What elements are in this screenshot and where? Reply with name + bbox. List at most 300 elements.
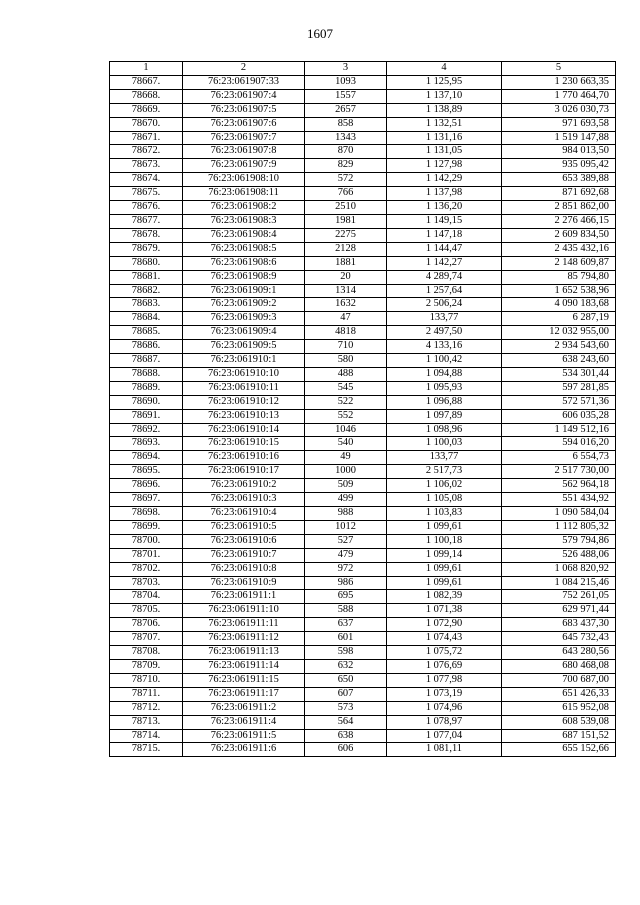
cadastral-value-cell: 629 971,44 bbox=[502, 604, 616, 618]
cadastral-value-cell: 551 434,92 bbox=[502, 493, 616, 507]
table-row bbox=[110, 354, 616, 368]
area-cell: 522 bbox=[305, 395, 387, 409]
specific-value-cell: 4 133,16 bbox=[387, 340, 502, 354]
cadastral-value-cell: 85 794,80 bbox=[502, 270, 616, 284]
cadastral-number-cell: 76:23:061908:6 bbox=[183, 256, 305, 270]
header-row bbox=[110, 62, 616, 76]
cadastral-number-cell: 76:23:061909:5 bbox=[183, 340, 305, 354]
cadastral-number-cell: 76:23:061910:16 bbox=[183, 451, 305, 465]
cadastral-value-cell: 6 554,73 bbox=[502, 451, 616, 465]
area-cell: 488 bbox=[305, 367, 387, 381]
cadastral-value-cell: 3 026 030,73 bbox=[502, 103, 616, 117]
area-cell: 1981 bbox=[305, 214, 387, 228]
specific-value-cell: 2 517,73 bbox=[387, 465, 502, 479]
area-cell: 49 bbox=[305, 451, 387, 465]
cadastral-number-cell: 76:23:061909:3 bbox=[183, 312, 305, 326]
specific-value-cell: 4 289,74 bbox=[387, 270, 502, 284]
row-number-cell: 78684. bbox=[110, 312, 183, 326]
table-row bbox=[110, 326, 616, 340]
cadastral-value-cell: 1 149 512,16 bbox=[502, 423, 616, 437]
cadastral-value-cell: 1 770 464,70 bbox=[502, 89, 616, 103]
table-row bbox=[110, 493, 616, 507]
cadastral-number-cell: 76:23:061911:13 bbox=[183, 646, 305, 660]
area-cell: 1093 bbox=[305, 75, 387, 89]
specific-value-cell: 1 127,98 bbox=[387, 159, 502, 173]
row-number-cell: 78682. bbox=[110, 284, 183, 298]
specific-value-cell: 1 076,69 bbox=[387, 659, 502, 673]
table-row bbox=[110, 214, 616, 228]
specific-value-cell: 1 125,95 bbox=[387, 75, 502, 89]
cadastral-number-cell: 76:23:061908:5 bbox=[183, 242, 305, 256]
cadastral-value-cell: 606 035,28 bbox=[502, 409, 616, 423]
cadastral-number-cell: 76:23:061911:6 bbox=[183, 743, 305, 757]
table-row bbox=[110, 256, 616, 270]
cadastral-number-cell: 76:23:061909:1 bbox=[183, 284, 305, 298]
cadastral-number-cell: 76:23:061911:4 bbox=[183, 715, 305, 729]
cadastral-value-cell: 2 276 466,15 bbox=[502, 214, 616, 228]
area-cell: 695 bbox=[305, 590, 387, 604]
area-cell: 766 bbox=[305, 187, 387, 201]
area-cell: 499 bbox=[305, 493, 387, 507]
table-row bbox=[110, 159, 616, 173]
area-cell: 650 bbox=[305, 673, 387, 687]
cadastral-value-cell: 752 261,05 bbox=[502, 590, 616, 604]
cadastral-value-cell: 6 287,19 bbox=[502, 312, 616, 326]
row-number-cell: 78685. bbox=[110, 326, 183, 340]
cadastral-value-cell: 1 519 147,88 bbox=[502, 131, 616, 145]
table-row bbox=[110, 340, 616, 354]
area-cell: 637 bbox=[305, 618, 387, 632]
table-row bbox=[110, 381, 616, 395]
specific-value-cell: 1 144,47 bbox=[387, 242, 502, 256]
area-cell: 573 bbox=[305, 701, 387, 715]
row-number-cell: 78708. bbox=[110, 646, 183, 660]
cadastral-number-cell: 76:23:061908:10 bbox=[183, 173, 305, 187]
row-number-cell: 78714. bbox=[110, 729, 183, 743]
specific-value-cell: 1 103,83 bbox=[387, 507, 502, 521]
cadastral-number-cell: 76:23:061910:14 bbox=[183, 423, 305, 437]
table-row bbox=[110, 520, 616, 534]
cadastral-number-cell: 76:23:061911:10 bbox=[183, 604, 305, 618]
table-row bbox=[110, 242, 616, 256]
area-cell: 1046 bbox=[305, 423, 387, 437]
cadastral-value-cell: 1 084 215,46 bbox=[502, 576, 616, 590]
specific-value-cell: 1 100,03 bbox=[387, 437, 502, 451]
specific-value-cell: 1 149,15 bbox=[387, 214, 502, 228]
cadastral-value-table bbox=[109, 61, 616, 757]
specific-value-cell: 1 147,18 bbox=[387, 228, 502, 242]
area-cell: 1881 bbox=[305, 256, 387, 270]
area-cell: 1314 bbox=[305, 284, 387, 298]
specific-value-cell: 1 257,64 bbox=[387, 284, 502, 298]
row-number-cell: 78680. bbox=[110, 256, 183, 270]
row-number-cell: 78701. bbox=[110, 548, 183, 562]
table-row bbox=[110, 173, 616, 187]
row-number-cell: 78711. bbox=[110, 687, 183, 701]
row-number-cell: 78689. bbox=[110, 381, 183, 395]
area-cell: 588 bbox=[305, 604, 387, 618]
table-row bbox=[110, 715, 616, 729]
column-header-4: 4 bbox=[387, 62, 502, 76]
row-number-cell: 78681. bbox=[110, 270, 183, 284]
cadastral-value-cell: 984 013,50 bbox=[502, 145, 616, 159]
table-row bbox=[110, 89, 616, 103]
cadastral-value-cell: 562 964,18 bbox=[502, 479, 616, 493]
specific-value-cell: 1 078,97 bbox=[387, 715, 502, 729]
cadastral-number-cell: 76:23:061908:11 bbox=[183, 187, 305, 201]
specific-value-cell: 1 074,96 bbox=[387, 701, 502, 715]
specific-value-cell: 1 137,98 bbox=[387, 187, 502, 201]
cadastral-value-cell: 12 032 955,00 bbox=[502, 326, 616, 340]
specific-value-cell: 133,77 bbox=[387, 312, 502, 326]
area-cell: 564 bbox=[305, 715, 387, 729]
row-number-cell: 78691. bbox=[110, 409, 183, 423]
cadastral-number-cell: 76:23:061910:15 bbox=[183, 437, 305, 451]
specific-value-cell: 1 099,61 bbox=[387, 576, 502, 590]
column-header-3: 3 bbox=[305, 62, 387, 76]
row-number-cell: 78709. bbox=[110, 659, 183, 673]
table-row bbox=[110, 131, 616, 145]
cadastral-value-cell: 615 952,08 bbox=[502, 701, 616, 715]
row-number-cell: 78699. bbox=[110, 520, 183, 534]
row-number-cell: 78687. bbox=[110, 354, 183, 368]
table-row bbox=[110, 729, 616, 743]
table-row bbox=[110, 187, 616, 201]
cadastral-number-cell: 76:23:061907:4 bbox=[183, 89, 305, 103]
cadastral-number-cell: 76:23:061911:12 bbox=[183, 632, 305, 646]
cadastral-value-cell: 572 571,36 bbox=[502, 395, 616, 409]
table-row bbox=[110, 673, 616, 687]
cadastral-number-cell: 76:23:061911:2 bbox=[183, 701, 305, 715]
row-number-cell: 78671. bbox=[110, 131, 183, 145]
table-row bbox=[110, 103, 616, 117]
column-header-2: 2 bbox=[183, 62, 305, 76]
area-cell: 607 bbox=[305, 687, 387, 701]
table-row bbox=[110, 312, 616, 326]
table-row bbox=[110, 367, 616, 381]
area-cell: 552 bbox=[305, 409, 387, 423]
cadastral-number-cell: 76:23:061911:5 bbox=[183, 729, 305, 743]
area-cell: 2275 bbox=[305, 228, 387, 242]
table-row bbox=[110, 632, 616, 646]
cadastral-value-cell: 608 539,08 bbox=[502, 715, 616, 729]
specific-value-cell: 1 106,02 bbox=[387, 479, 502, 493]
row-number-cell: 78668. bbox=[110, 89, 183, 103]
area-cell: 606 bbox=[305, 743, 387, 757]
table-row bbox=[110, 507, 616, 521]
row-number-cell: 78669. bbox=[110, 103, 183, 117]
cadastral-value-cell: 651 426,33 bbox=[502, 687, 616, 701]
table-row bbox=[110, 423, 616, 437]
specific-value-cell: 1 099,61 bbox=[387, 562, 502, 576]
specific-value-cell: 2 497,50 bbox=[387, 326, 502, 340]
cadastral-number-cell: 76:23:061910:17 bbox=[183, 465, 305, 479]
row-number-cell: 78712. bbox=[110, 701, 183, 715]
cadastral-number-cell: 76:23:061910:1 bbox=[183, 354, 305, 368]
cadastral-value-cell: 1 090 584,04 bbox=[502, 507, 616, 521]
specific-value-cell: 1 098,96 bbox=[387, 423, 502, 437]
cadastral-number-cell: 76:23:061908:9 bbox=[183, 270, 305, 284]
row-number-cell: 78697. bbox=[110, 493, 183, 507]
specific-value-cell: 1 073,19 bbox=[387, 687, 502, 701]
specific-value-cell: 1 132,51 bbox=[387, 117, 502, 131]
cadastral-number-cell: 76:23:061910:7 bbox=[183, 548, 305, 562]
row-number-cell: 78715. bbox=[110, 743, 183, 757]
row-number-cell: 78679. bbox=[110, 242, 183, 256]
specific-value-cell: 1 100,18 bbox=[387, 534, 502, 548]
table-row bbox=[110, 437, 616, 451]
row-number-cell: 78676. bbox=[110, 201, 183, 215]
cadastral-value-cell: 4 090 183,68 bbox=[502, 298, 616, 312]
row-number-cell: 78674. bbox=[110, 173, 183, 187]
cadastral-number-cell: 76:23:061911:17 bbox=[183, 687, 305, 701]
specific-value-cell: 1 094,88 bbox=[387, 367, 502, 381]
specific-value-cell: 1 096,88 bbox=[387, 395, 502, 409]
table-row bbox=[110, 618, 616, 632]
table-row bbox=[110, 451, 616, 465]
area-cell: 479 bbox=[305, 548, 387, 562]
area-cell: 710 bbox=[305, 340, 387, 354]
area-cell: 870 bbox=[305, 145, 387, 159]
specific-value-cell: 1 097,89 bbox=[387, 409, 502, 423]
specific-value-cell: 133,77 bbox=[387, 451, 502, 465]
cadastral-number-cell: 76:23:061910:9 bbox=[183, 576, 305, 590]
row-number-cell: 78673. bbox=[110, 159, 183, 173]
area-cell: 545 bbox=[305, 381, 387, 395]
cadastral-value-cell: 2 435 432,16 bbox=[502, 242, 616, 256]
specific-value-cell: 1 095,93 bbox=[387, 381, 502, 395]
cadastral-number-cell: 76:23:061907:5 bbox=[183, 103, 305, 117]
table-row bbox=[110, 590, 616, 604]
cadastral-value-cell: 2 609 834,50 bbox=[502, 228, 616, 242]
area-cell: 1000 bbox=[305, 465, 387, 479]
cadastral-value-cell: 2 934 543,60 bbox=[502, 340, 616, 354]
row-number-cell: 78670. bbox=[110, 117, 183, 131]
specific-value-cell: 1 077,04 bbox=[387, 729, 502, 743]
cadastral-value-cell: 638 243,60 bbox=[502, 354, 616, 368]
row-number-cell: 78696. bbox=[110, 479, 183, 493]
cadastral-number-cell: 76:23:061908:4 bbox=[183, 228, 305, 242]
specific-value-cell: 1 105,08 bbox=[387, 493, 502, 507]
table-row bbox=[110, 687, 616, 701]
cadastral-number-cell: 76:23:061910:3 bbox=[183, 493, 305, 507]
row-number-cell: 78713. bbox=[110, 715, 183, 729]
area-cell: 1012 bbox=[305, 520, 387, 534]
row-number-cell: 78672. bbox=[110, 145, 183, 159]
cadastral-number-cell: 76:23:061910:2 bbox=[183, 479, 305, 493]
row-number-cell: 78698. bbox=[110, 507, 183, 521]
cadastral-number-cell: 76:23:061908:2 bbox=[183, 201, 305, 215]
table-row bbox=[110, 270, 616, 284]
specific-value-cell: 1 099,14 bbox=[387, 548, 502, 562]
area-cell: 509 bbox=[305, 479, 387, 493]
area-cell: 638 bbox=[305, 729, 387, 743]
cadastral-number-cell: 76:23:061907:33 bbox=[183, 75, 305, 89]
cadastral-number-cell: 76:23:061910:5 bbox=[183, 520, 305, 534]
specific-value-cell: 1 131,05 bbox=[387, 145, 502, 159]
cadastral-value-cell: 655 152,66 bbox=[502, 743, 616, 757]
row-number-cell: 78702. bbox=[110, 562, 183, 576]
cadastral-value-cell: 579 794,86 bbox=[502, 534, 616, 548]
area-cell: 580 bbox=[305, 354, 387, 368]
cadastral-value-cell: 1 230 663,35 bbox=[502, 75, 616, 89]
area-cell: 4818 bbox=[305, 326, 387, 340]
cadastral-value-cell: 653 389,88 bbox=[502, 173, 616, 187]
row-number-cell: 78667. bbox=[110, 75, 183, 89]
cadastral-number-cell: 76:23:061910:8 bbox=[183, 562, 305, 576]
area-cell: 2128 bbox=[305, 242, 387, 256]
row-number-cell: 78694. bbox=[110, 451, 183, 465]
table-row bbox=[110, 117, 616, 131]
area-cell: 47 bbox=[305, 312, 387, 326]
specific-value-cell: 1 075,72 bbox=[387, 646, 502, 660]
table-row bbox=[110, 395, 616, 409]
specific-value-cell: 1 071,38 bbox=[387, 604, 502, 618]
row-number-cell: 78710. bbox=[110, 673, 183, 687]
area-cell: 527 bbox=[305, 534, 387, 548]
table-row bbox=[110, 201, 616, 215]
cadastral-value-cell: 680 468,08 bbox=[502, 659, 616, 673]
table-row bbox=[110, 284, 616, 298]
area-cell: 601 bbox=[305, 632, 387, 646]
cadastral-number-cell: 76:23:061911:1 bbox=[183, 590, 305, 604]
specific-value-cell: 1 074,43 bbox=[387, 632, 502, 646]
table-row bbox=[110, 659, 616, 673]
cadastral-value-cell: 871 692,68 bbox=[502, 187, 616, 201]
cadastral-number-cell: 76:23:061911:14 bbox=[183, 659, 305, 673]
area-cell: 540 bbox=[305, 437, 387, 451]
table-row bbox=[110, 479, 616, 493]
specific-value-cell: 1 136,20 bbox=[387, 201, 502, 215]
table-row bbox=[110, 646, 616, 660]
cadastral-number-cell: 76:23:061908:3 bbox=[183, 214, 305, 228]
specific-value-cell: 1 100,42 bbox=[387, 354, 502, 368]
area-cell: 572 bbox=[305, 173, 387, 187]
row-number-cell: 78700. bbox=[110, 534, 183, 548]
area-cell: 1632 bbox=[305, 298, 387, 312]
cadastral-number-cell: 76:23:061907:6 bbox=[183, 117, 305, 131]
cadastral-value-cell: 643 280,56 bbox=[502, 646, 616, 660]
area-cell: 632 bbox=[305, 659, 387, 673]
cadastral-value-cell: 2 851 862,00 bbox=[502, 201, 616, 215]
row-number-cell: 78688. bbox=[110, 367, 183, 381]
table-body bbox=[110, 75, 616, 756]
specific-value-cell: 1 142,29 bbox=[387, 173, 502, 187]
cadastral-value-cell: 683 437,30 bbox=[502, 618, 616, 632]
table-row bbox=[110, 228, 616, 242]
area-cell: 972 bbox=[305, 562, 387, 576]
cadastral-number-cell: 76:23:061910:6 bbox=[183, 534, 305, 548]
cadastral-number-cell: 76:23:061907:9 bbox=[183, 159, 305, 173]
row-number-cell: 78692. bbox=[110, 423, 183, 437]
table-row bbox=[110, 465, 616, 479]
specific-value-cell: 1 082,39 bbox=[387, 590, 502, 604]
specific-value-cell: 2 506,24 bbox=[387, 298, 502, 312]
cadastral-value-cell: 971 693,58 bbox=[502, 117, 616, 131]
area-cell: 1343 bbox=[305, 131, 387, 145]
cadastral-value-cell: 1 652 538,96 bbox=[502, 284, 616, 298]
area-cell: 598 bbox=[305, 646, 387, 660]
table-row bbox=[110, 534, 616, 548]
specific-value-cell: 1 142,27 bbox=[387, 256, 502, 270]
cadastral-value-cell: 526 488,06 bbox=[502, 548, 616, 562]
row-number-cell: 78693. bbox=[110, 437, 183, 451]
table-row bbox=[110, 409, 616, 423]
row-number-cell: 78704. bbox=[110, 590, 183, 604]
table-row bbox=[110, 604, 616, 618]
row-number-cell: 78675. bbox=[110, 187, 183, 201]
area-cell: 1557 bbox=[305, 89, 387, 103]
table-row bbox=[110, 75, 616, 89]
cadastral-number-cell: 76:23:061910:12 bbox=[183, 395, 305, 409]
specific-value-cell: 1 072,90 bbox=[387, 618, 502, 632]
cadastral-value-cell: 935 095,42 bbox=[502, 159, 616, 173]
table-row bbox=[110, 298, 616, 312]
table-row bbox=[110, 562, 616, 576]
cadastral-value-cell: 2 517 730,00 bbox=[502, 465, 616, 479]
cadastral-value-cell: 597 281,85 bbox=[502, 381, 616, 395]
table-header bbox=[110, 62, 616, 76]
area-cell: 2657 bbox=[305, 103, 387, 117]
row-number-cell: 78705. bbox=[110, 604, 183, 618]
cadastral-number-cell: 76:23:061907:8 bbox=[183, 145, 305, 159]
cadastral-number-cell: 76:23:061909:4 bbox=[183, 326, 305, 340]
area-cell: 20 bbox=[305, 270, 387, 284]
row-number-cell: 78677. bbox=[110, 214, 183, 228]
cadastral-number-cell: 76:23:061911:11 bbox=[183, 618, 305, 632]
specific-value-cell: 1 131,16 bbox=[387, 131, 502, 145]
row-number-cell: 78678. bbox=[110, 228, 183, 242]
row-number-cell: 78690. bbox=[110, 395, 183, 409]
cadastral-value-cell: 534 301,44 bbox=[502, 367, 616, 381]
area-cell: 986 bbox=[305, 576, 387, 590]
table-row bbox=[110, 145, 616, 159]
area-cell: 988 bbox=[305, 507, 387, 521]
area-cell: 829 bbox=[305, 159, 387, 173]
row-number-cell: 78695. bbox=[110, 465, 183, 479]
specific-value-cell: 1 099,61 bbox=[387, 520, 502, 534]
table-row bbox=[110, 548, 616, 562]
cadastral-value-cell: 700 687,00 bbox=[502, 673, 616, 687]
row-number-cell: 78703. bbox=[110, 576, 183, 590]
cadastral-value-cell: 1 068 820,92 bbox=[502, 562, 616, 576]
cadastral-number-cell: 76:23:061911:15 bbox=[183, 673, 305, 687]
area-cell: 2510 bbox=[305, 201, 387, 215]
cadastral-value-cell: 1 112 805,32 bbox=[502, 520, 616, 534]
row-number-cell: 78707. bbox=[110, 632, 183, 646]
specific-value-cell: 1 137,10 bbox=[387, 89, 502, 103]
cadastral-value-cell: 645 732,43 bbox=[502, 632, 616, 646]
cadastral-number-cell: 76:23:061910:4 bbox=[183, 507, 305, 521]
cadastral-value-cell: 2 148 609,87 bbox=[502, 256, 616, 270]
row-number-cell: 78706. bbox=[110, 618, 183, 632]
cadastral-value-cell: 687 151,52 bbox=[502, 729, 616, 743]
cadastral-number-cell: 76:23:061909:2 bbox=[183, 298, 305, 312]
cadastral-number-cell: 76:23:061910:11 bbox=[183, 381, 305, 395]
column-header-1: 1 bbox=[110, 62, 183, 76]
specific-value-cell: 1 081,11 bbox=[387, 743, 502, 757]
specific-value-cell: 1 138,89 bbox=[387, 103, 502, 117]
cadastral-value-cell: 594 016,20 bbox=[502, 437, 616, 451]
cadastral-number-cell: 76:23:061907:7 bbox=[183, 131, 305, 145]
column-header-5: 5 bbox=[502, 62, 616, 76]
table-row bbox=[110, 576, 616, 590]
row-number-cell: 78686. bbox=[110, 340, 183, 354]
cadastral-number-cell: 76:23:061910:10 bbox=[183, 367, 305, 381]
row-number-cell: 78683. bbox=[110, 298, 183, 312]
table-row bbox=[110, 701, 616, 715]
table-row bbox=[110, 743, 616, 757]
